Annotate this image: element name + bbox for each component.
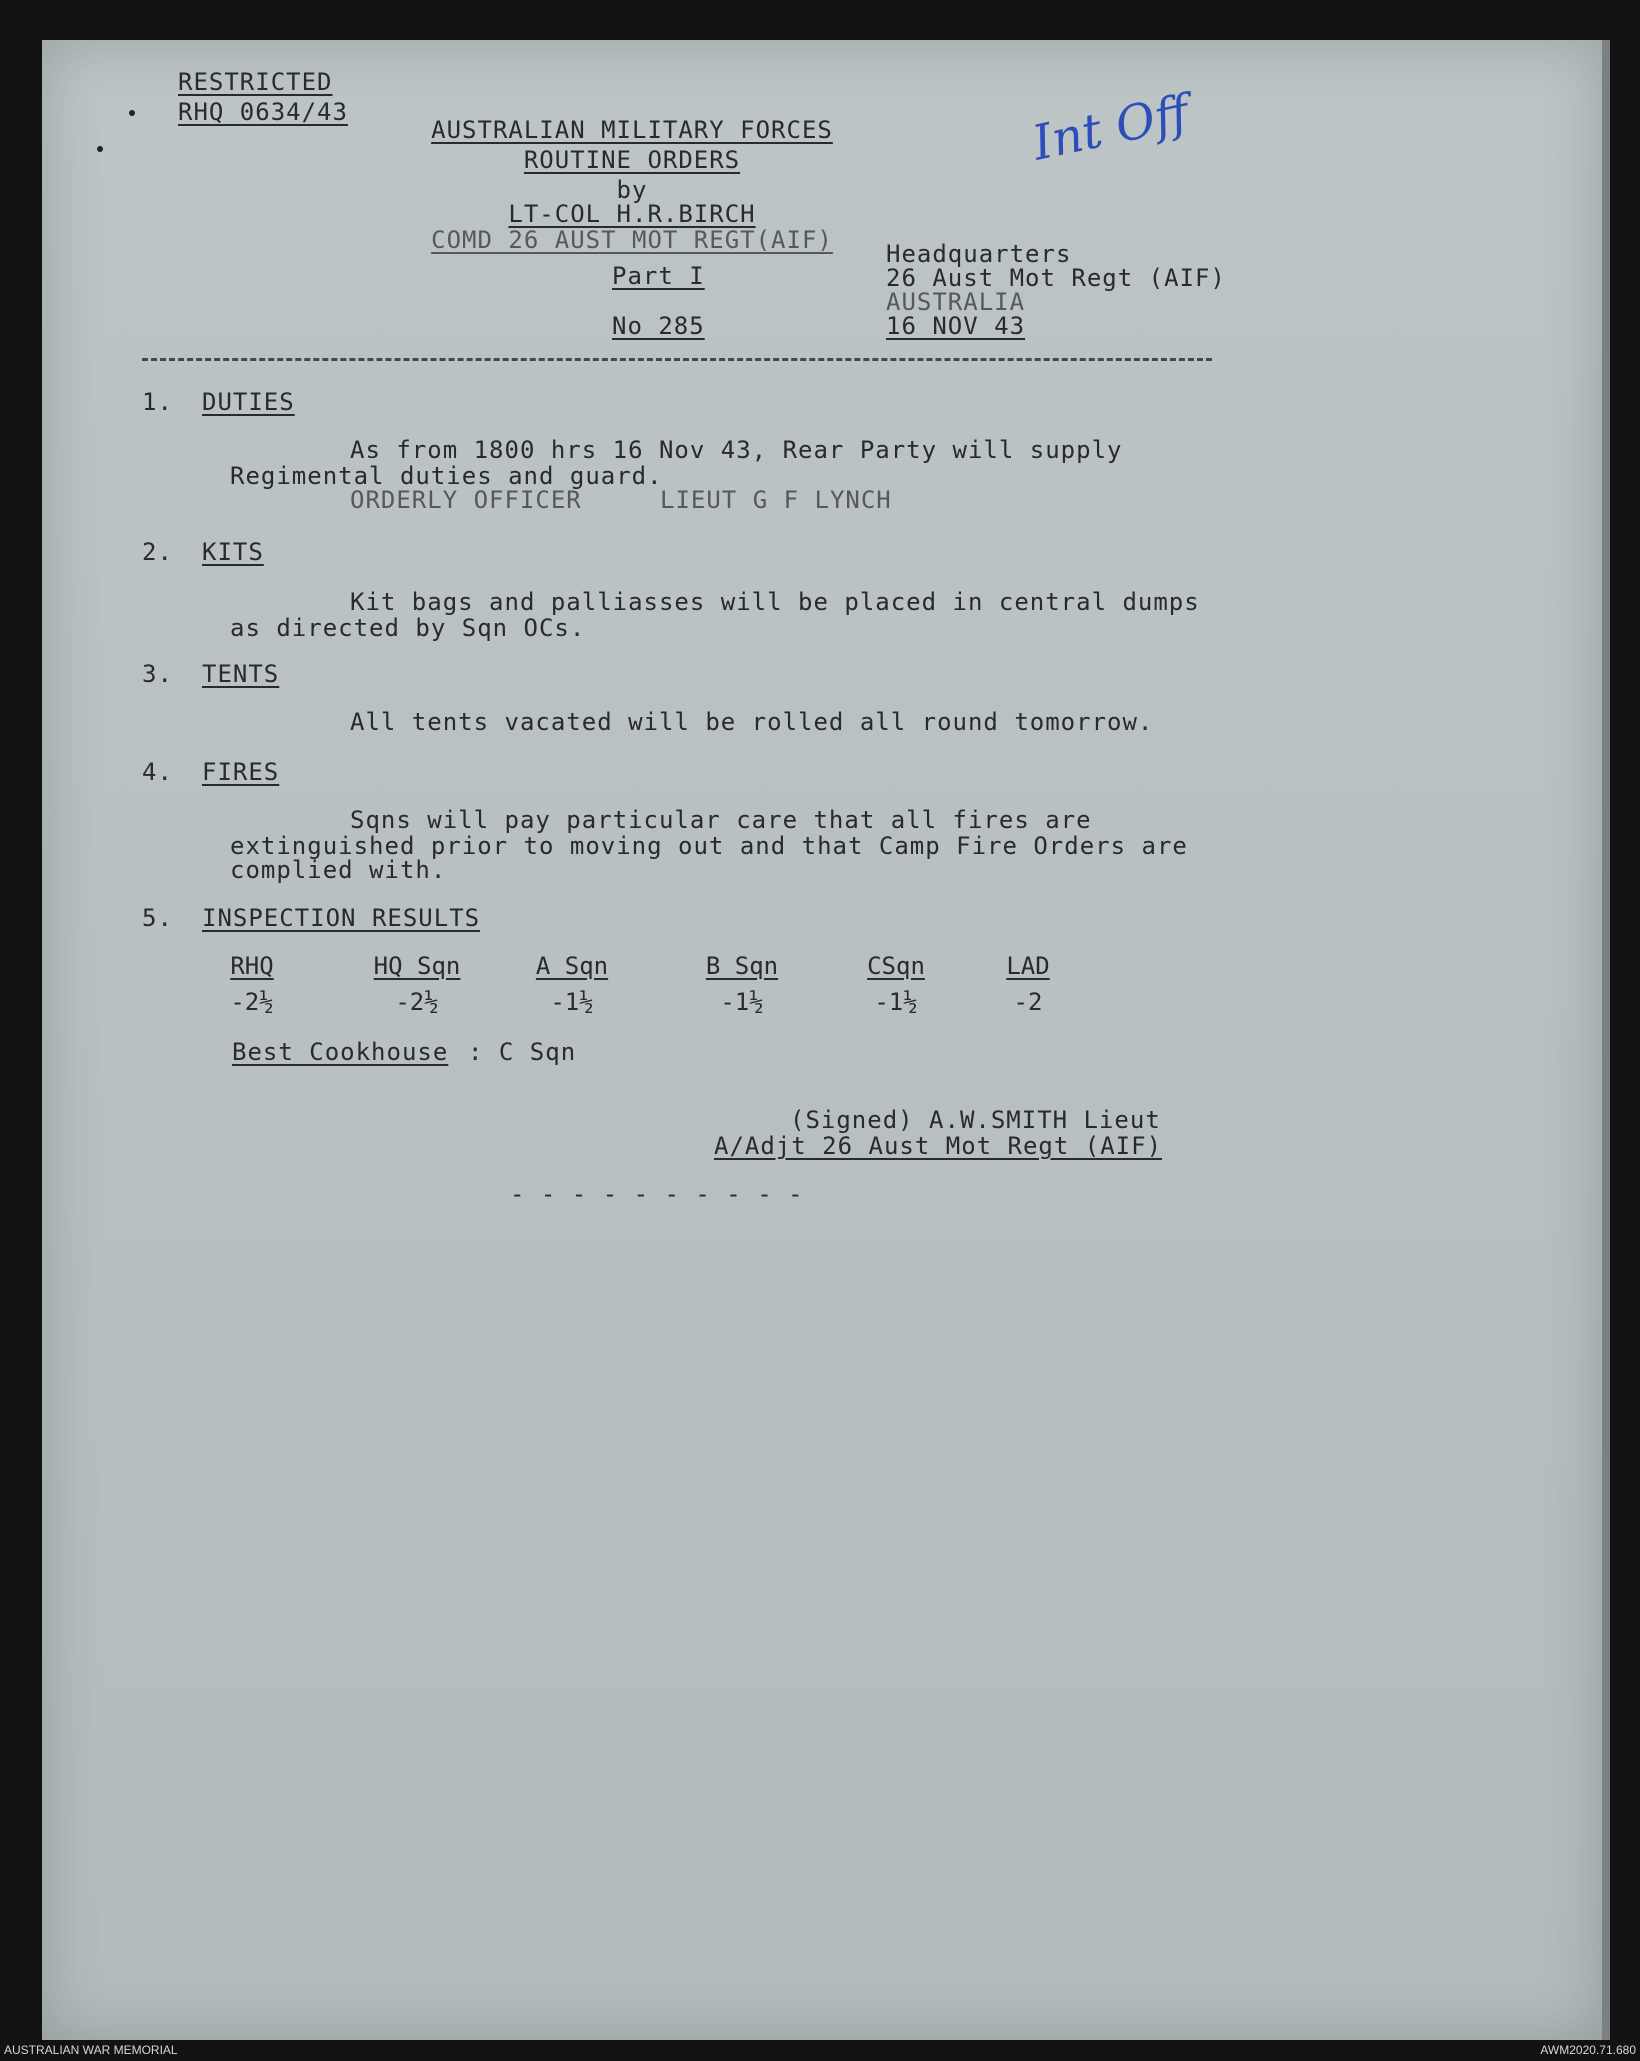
footer-accession: AWM2020.71.680 [1540,2043,1636,2057]
section-heading-inspection: INSPECTION RESULTS [202,904,481,932]
section-number: 3. [142,660,173,688]
section-line: as directed by Sqn OCs. [230,614,586,642]
hq-line-2: 26 Aust Mot Regt (AIF) [886,264,1226,292]
section-heading-kits: KITS [202,538,264,566]
title-line-4: LT-COL H.R.BIRCH [508,200,756,228]
section-line: All tents vacated will be rolled all round tomorrow. [350,708,1154,736]
section-heading-fires: FIRES [202,758,280,786]
hq-line-1: Headquarters [886,240,1072,268]
title-line-5: COMD 26 AUST MOT REGT(AIF) [431,226,833,254]
inspection-score: -1½ [550,988,594,1016]
section-heading-tents: TENTS [202,660,280,688]
inspection-unit: B Sqn [705,952,779,980]
orderly-officer-name: LIEUT G F LYNCH [660,486,892,514]
inspection-unit: RHQ [230,952,274,980]
section-number: 4. [142,758,173,786]
section-heading-duties: DUTIES [202,388,295,416]
order-number: No 285 [612,312,705,340]
section-number: 1. [142,388,173,416]
footer-institution: AUSTRALIAN WAR MEMORIAL [4,2043,178,2057]
best-cookhouse-value: : C Sqn [468,1038,577,1066]
end-marker: - - - - - - - - - - [510,1180,804,1208]
inspection-unit: A Sqn [535,952,609,980]
part-label: Part I [612,262,705,290]
inspection-score: -1½ [720,988,764,1016]
section-line: extinguished prior to moving out and that Camp Fire Orders are [230,832,1188,860]
title-line-3: by [616,176,648,204]
best-cookhouse-label: Best Cookhouse [232,1038,449,1066]
handwritten-note: Int Off [1027,84,1194,172]
inspection-score: -2 [1013,988,1043,1016]
stain-mark [97,146,103,152]
section-line: As from 1800 hrs 16 Nov 43, Rear Party will supply [350,436,1123,464]
inspection-unit: LAD [1006,952,1050,980]
header-divider [142,358,1212,361]
title-line-1: AUSTRALIAN MILITARY FORCES [431,116,833,144]
hq-date: 16 NOV 43 [886,312,1026,340]
orderly-officer-label: ORDERLY OFFICER [350,486,582,514]
restricted-label: RESTRICTED [178,68,333,96]
signature-line-1: (Signed) A.W.SMITH Lieut [790,1106,1161,1134]
section-number: 2. [142,538,173,566]
paper-edge [1602,40,1610,2040]
inspection-unit: HQ Sqn [373,952,461,980]
stain-mark [129,110,135,116]
signature-line-2: A/Adjt 26 Aust Mot Regt (AIF) [714,1132,1163,1160]
inspection-unit: CSqn [867,952,925,980]
section-line: complied with. [230,856,447,884]
section-line: Kit bags and palliasses will be placed in central dumps [350,588,1200,616]
hq-line-3: AUSTRALIA [886,288,1026,316]
section-line: Sqns will pay particular care that all fires are [350,806,1092,834]
inspection-score: -2½ [395,988,439,1016]
inspection-score: -1½ [874,988,918,1016]
document-page [42,40,1602,2040]
section-number: 5. [142,904,173,932]
reference-number: RHQ 0634/43 [178,98,348,126]
inspection-score: -2½ [230,988,274,1016]
title-line-2: ROUTINE ORDERS [523,146,741,174]
section-line: Regimental duties and guard. [230,462,663,490]
